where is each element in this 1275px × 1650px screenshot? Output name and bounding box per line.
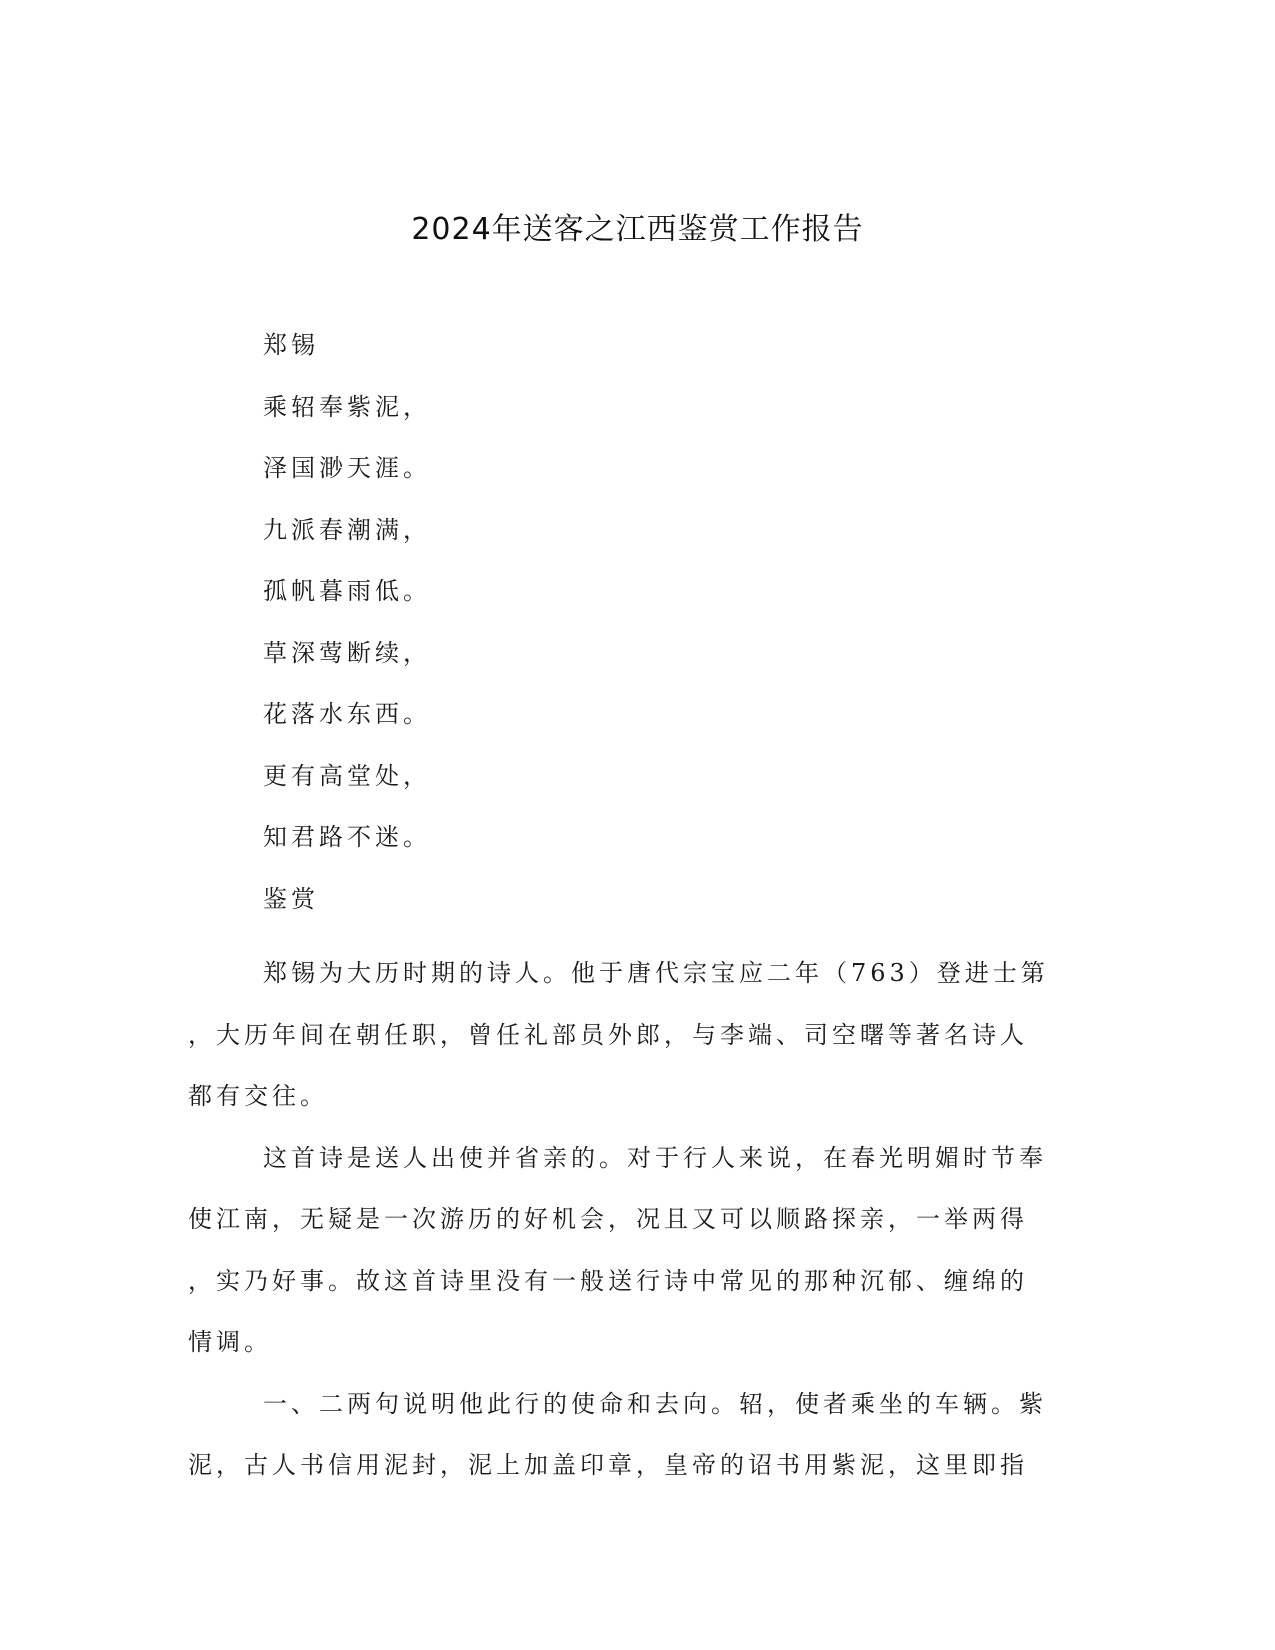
poem-line: 知君路不迷。 xyxy=(263,823,431,851)
paragraph-line: 使江南，无疑是一次游历的好机会，况且又可以顺路探亲，一举两得 xyxy=(188,1205,1028,1233)
paragraph-line: 一、二两句说明他此行的使命和去向。轺，使者乘坐的车辆。紫 xyxy=(263,1389,1047,1418)
poem-line: 草深莺断续， xyxy=(263,638,431,667)
paragraph-line: ，大历年间在朝任职，曾任礼部员外郎，与李端、司空曙等著名诗人 xyxy=(188,1020,1028,1049)
paragraph-line: 这首诗是送人出使并省亲的。对于行人来说，在春光明媚时节奉 xyxy=(263,1143,1047,1172)
paragraph-line: ，实乃好事。故这首诗里没有一般送行诗中常见的那种沉郁、缠绵的 xyxy=(188,1266,1028,1295)
paragraph-line: 郑锡为大历时期的诗人。他于唐代宗宝应二年（763）登进士第 xyxy=(263,959,1049,987)
poem-line: 乘轺奉紫泥， xyxy=(263,392,431,421)
paragraph-line: 泥，古人书信用泥封，泥上加盖印章，皇帝的诏书用紫泥，这里即指 xyxy=(188,1451,1028,1479)
paragraph xyxy=(188,943,1068,1128)
document-title: 2024年送客之江西鉴赏工作报告 xyxy=(411,212,864,247)
poem-block xyxy=(263,330,431,945)
poem-line: 孤帆暮雨低。 xyxy=(263,577,431,605)
poem-line: 更有高堂处， xyxy=(263,761,431,790)
appreciation-heading: 鉴赏 xyxy=(263,884,319,913)
paragraph xyxy=(188,1374,1068,1497)
poem-line: 泽国渺天涯。 xyxy=(263,454,431,482)
paragraph xyxy=(188,1128,1068,1374)
author-name: 郑锡 xyxy=(263,331,319,359)
poem-line: 九派春潮满， xyxy=(263,515,431,544)
poem-line: 花落水东西。 xyxy=(263,700,431,728)
paragraph-line: 都有交往。 xyxy=(188,1082,328,1110)
appreciation-body xyxy=(188,943,1068,1497)
paragraph-line: 情调。 xyxy=(188,1328,272,1356)
